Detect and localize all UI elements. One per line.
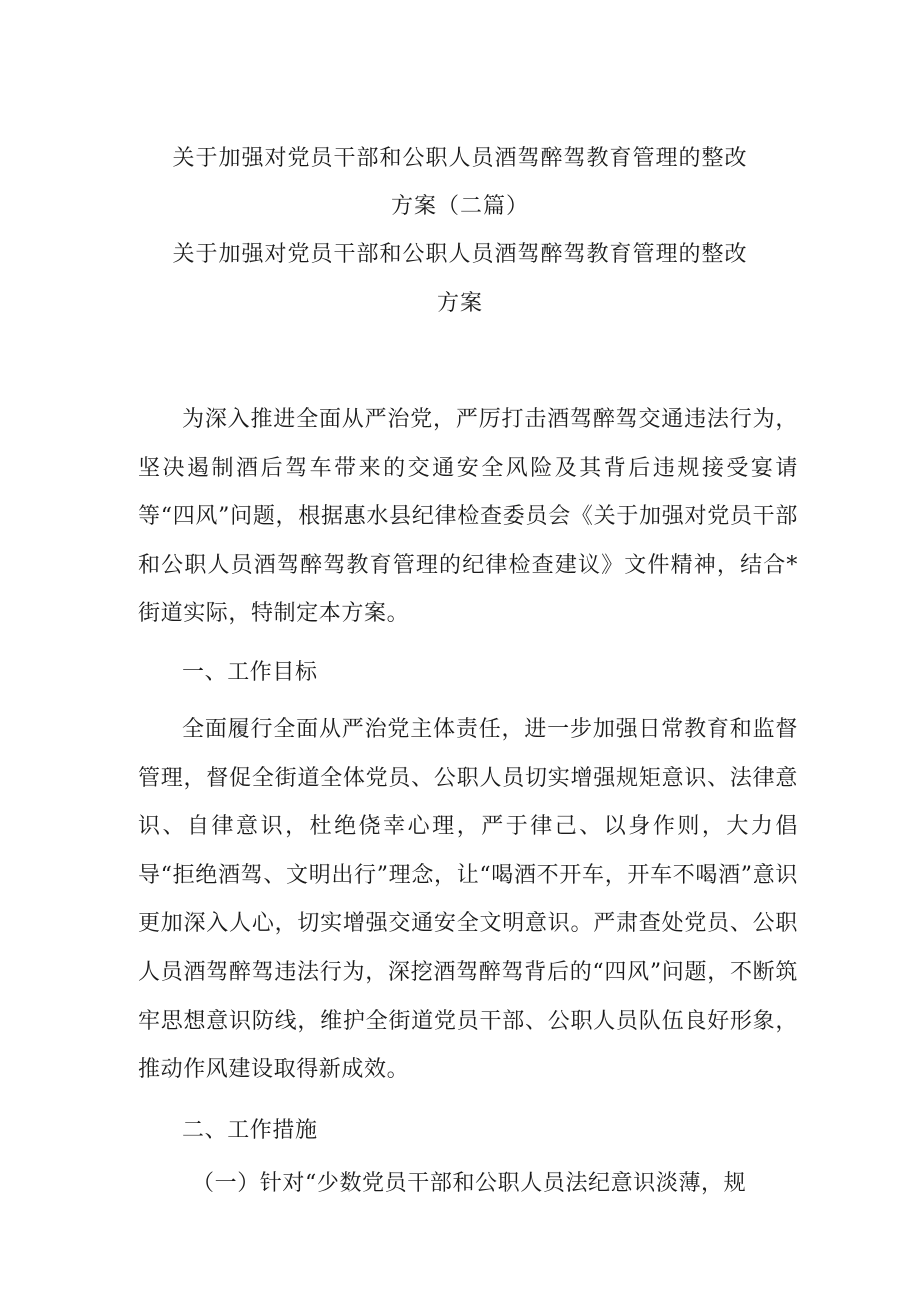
measures-paragraph-1: （一）针对“少数党员干部和公职人员法纪意识淡薄，规 — [192, 1171, 747, 1196]
goals-paragraph: 全面履行全面从严治党主体责任，进一步加强日常教育和监督管理，督促全街道全体党员、公职人员切实增强规矩意识、法律意识、自律意识，杜绝侥幸心理，严于律己、以身作则，大力倡导“拒绝酒驾、文明出行”理念，让“喝酒不开车，开车不喝酒”意识更加深入人心，切实增强交通安全文明意识。严肃查处党员、公职人员酒驾醉驾违法行为，深挖酒驾醉驾背后的“四风”问题，不断筑牢思想意识防线，维护全街道党员干部、公职人员队伍良好形象，推动作风建设取得新成效。 — [138, 717, 798, 1083]
section-heading-goals: 一、工作目标 — [182, 660, 318, 685]
intro-paragraph: 为深入推进全面从严治党，严厉打击酒驾醉驾交通违法行为，坚决遏制酒后驾车带来的交通安全风险及其背后违规接受宴请等“四风”问题，根据惠水县纪律检查委员会《关于加强对党员干部和公职人员酒驾醉驾教育管理的纪律检查建议》文件精神，结合*街道实际，特制定本方案。 — [138, 407, 798, 627]
document-title-line-4: 方案 — [436, 291, 483, 316]
section-heading-measures: 二、工作措施 — [182, 1118, 318, 1143]
document-title-line-3: 关于加强对党员干部和公职人员酒驾醉驾教育管理的整改 — [172, 242, 748, 267]
document-title-line-2: 方案（二篇） — [390, 194, 529, 219]
document-title-line-1: 关于加强对党员干部和公职人员酒驾醉驾教育管理的整改 — [172, 146, 748, 171]
